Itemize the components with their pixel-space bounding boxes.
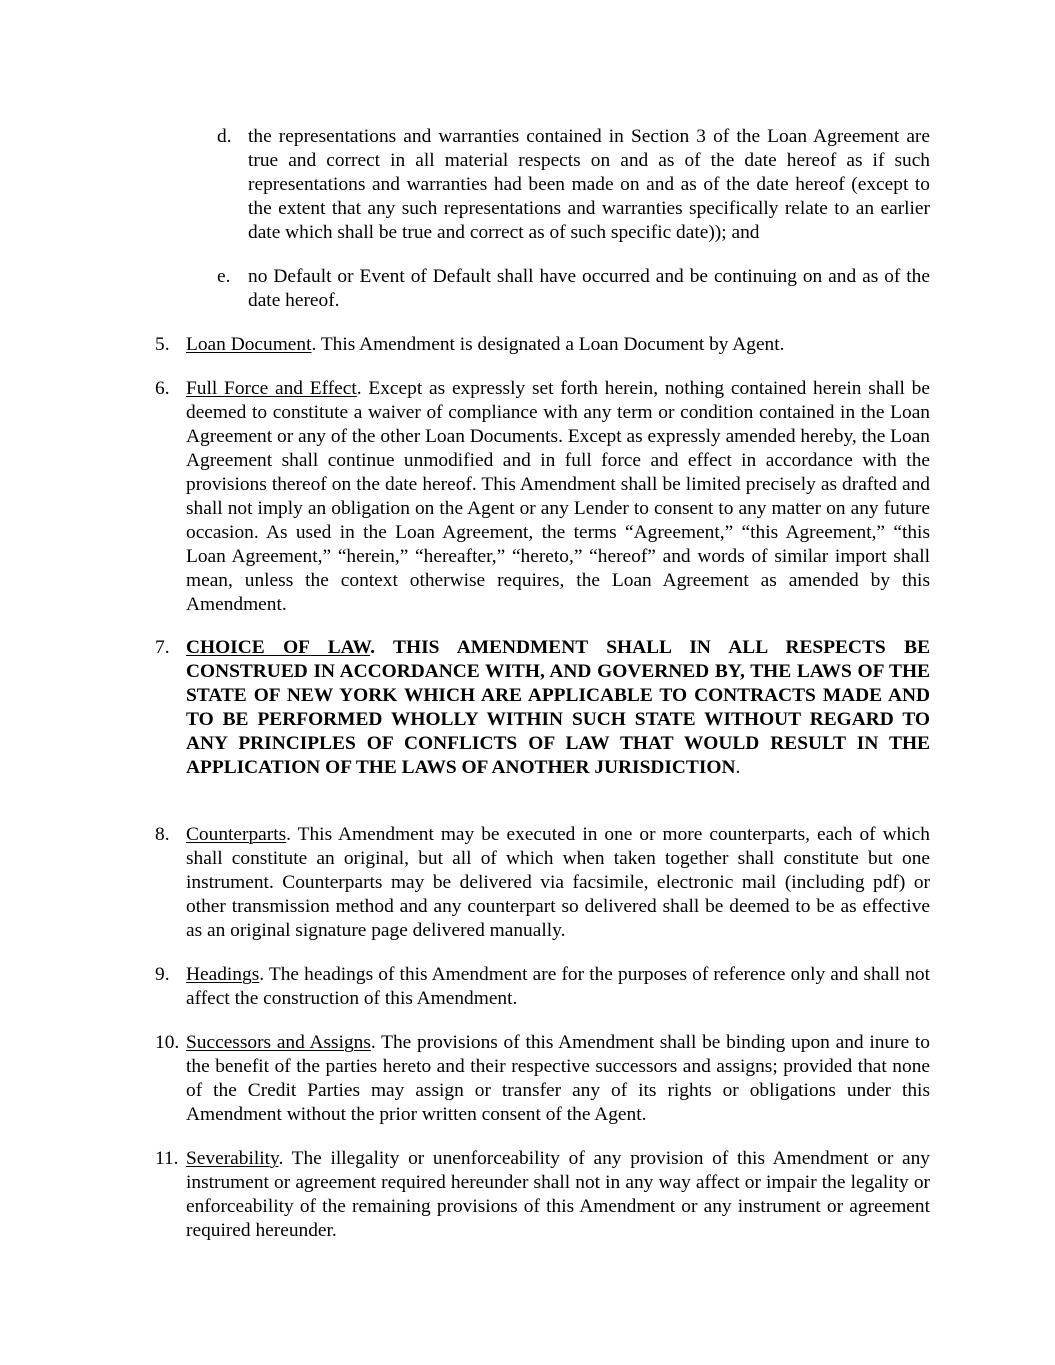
- section-number: 10.: [155, 1032, 180, 1053]
- clause-e-marker: e.: [217, 266, 231, 287]
- clause-e: [217, 265, 930, 313]
- section-heading: Counterparts: [186, 824, 287, 845]
- clause-d: [217, 125, 930, 245]
- section-11: [155, 1147, 930, 1243]
- section-number: 9.: [155, 964, 170, 985]
- clause-e-text: no Default or Event of Default shall have occurred and be continuing on and as of the date hereof.: [248, 266, 930, 311]
- section-text: . This Amendment is designated a Loan Document by Agent.: [311, 334, 785, 355]
- section-number: 5.: [155, 334, 170, 355]
- section-end: .: [735, 757, 741, 778]
- section-number: 7.: [155, 637, 170, 658]
- section-number: 8.: [155, 824, 170, 845]
- section-number: 6.: [155, 378, 170, 399]
- section-heading: Loan Document: [186, 334, 312, 355]
- section-9: [155, 963, 930, 1011]
- section-5: [155, 333, 930, 357]
- section-number: 11.: [155, 1148, 179, 1169]
- section-heading: Full Force and Effect: [186, 378, 357, 399]
- section-text: . THIS AMENDMENT SHALL IN ALL RESPECTS BE CONSTRUED IN ACCORDANCE WITH, AND GOVERNED BY, THE LAWS OF THE STATE OF NEW YORK WHICH ARE APPLICABLE TO CONTRACTS MADE AND TO BE PERFORMED WHOLLY WITHIN SUCH STATE WITHOUT REGARD TO ANY PRINCIPLES OF CONFLICTS OF LAW THAT WOULD RESULT IN THE APPLICATION OF THE LAWS OF ANOTHER JURISDICTION: [186, 637, 931, 778]
- section-text: . The provisions of this Amendment shall be binding upon and inure to the benefit of the parties hereto and their respective successors and assigns; provided that none of the Credit Parties may assign or transfer any of its rights or obligations under this Amendment without the prior written consent of the Agent.: [186, 1032, 930, 1125]
- section-heading: Successors and Assigns: [186, 1032, 371, 1053]
- section-text: . The headings of this Amendment are for the purposes of reference only and shall not affect the construction of this Amendment.: [186, 964, 930, 1009]
- section-7: [155, 636, 930, 780]
- clause-d-text: the representations and warranties contained in Section 3 of the Loan Agreement are true and correct in all material respects on and as of the date hereof as if such representations and warranties had been made on and as of the date hereof (except to the extent that any such representations and warranties specifically relate to an earlier date which shall be true and correct as of such specific date)); and: [248, 126, 930, 243]
- section-text: . This Amendment may be executed in one or more counterparts, each of which shall constitute an original, but all of which when taken together shall constitute but one instrument. Counterparts may be delivered via facsimile, electronic mail (including pdf) or other transmission method and any counterpart so delivered shall be deemed to be as effective as an original signature page delivered manually.: [186, 824, 930, 941]
- section-6: [155, 377, 930, 617]
- section-text: . Except as expressly set forth herein, nothing contained herein shall be deemed to constitute a waiver of compliance with any term or condition contained in the Loan Agreement or any of the other Loan Documents. Except as expressly amended hereby, the Loan Agreement shall continue unmodified and in full force and effect in accordance with the provisions thereof on the date hereof. This Amendment shall be limited precisely as drafted and shall not imply an obligation on the Agent or any Lender to consent to any matter on any future occasion. As used in the Loan Agreement, the terms “Agreement,” “this Agreement,” “this Loan Agreement,” “herein,” “hereafter,” “hereto,” “hereof” and words of similar import shall mean, unless the context otherwise requires, the Loan Agreement as amended by this Amendment.: [186, 378, 930, 615]
- section-10: [155, 1031, 930, 1127]
- section-text: . The illegality or unenforceability of any provision of this Amendment or any instrument or agreement required hereunder shall not in any way affect or impair the legality or enforceability of the remaining provisions of this Amendment or any instrument or agreement required hereunder.: [186, 1148, 930, 1241]
- section-heading: CHOICE OF LAW: [186, 637, 371, 658]
- section-heading: Headings: [186, 964, 260, 985]
- clause-d-marker: d.: [217, 126, 232, 147]
- section-heading: Severability: [186, 1148, 279, 1169]
- section-8: [155, 823, 930, 943]
